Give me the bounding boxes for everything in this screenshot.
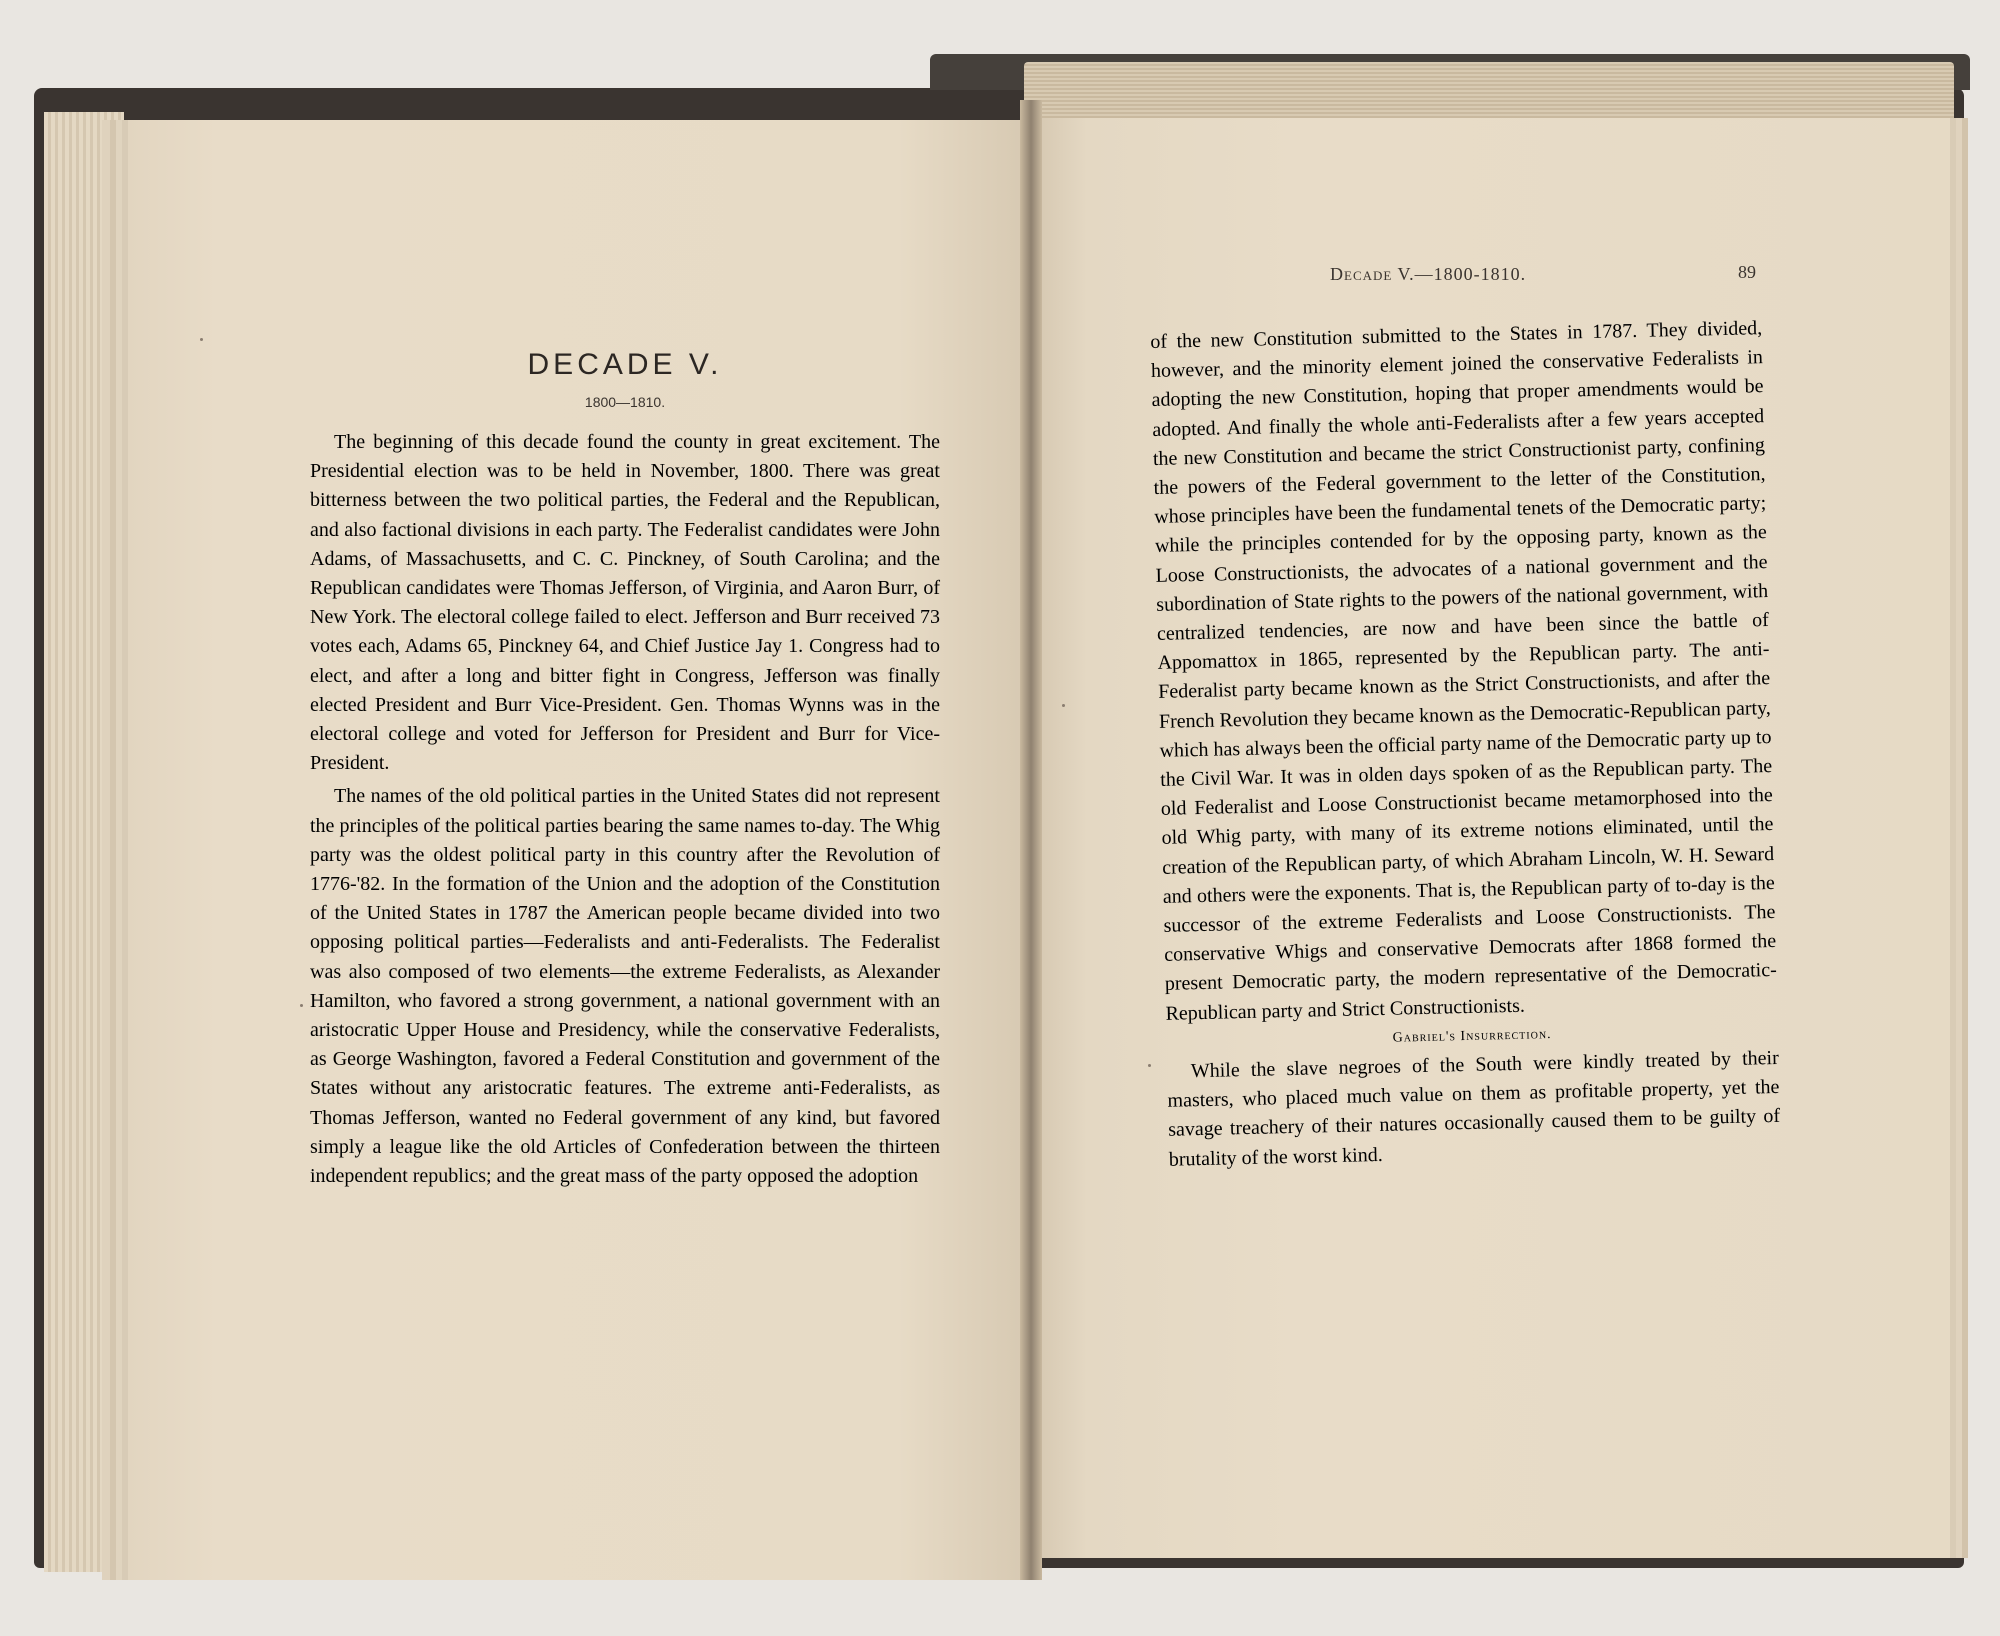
paragraph: of the new Constitution submitted to the States in 1787. They divided, however, and the minority element joined the conservative Federalists in adopting the new Constitution, hoping that proper amendments would be adopted. And finally the whole anti-Federalists after a few years accepted the new Constitution and became the strict Constructionist party, confining the powers of the Federal government to the letter of the Constitution, whose principles have been the fundamental tenets of the Democratic party; while the principles contended for by the opposing party, known as the Loose Constructionists, the advocates of a national government and the subordination of State rights to the powers of the national government, with centralized tendencies, are now and have been since the battle of Appomattox in 1865, represented by the Republican party. The anti-Federalist party became known as the Strict Constructionists, and after the French Revolution they became known as the Democratic-Republican party, which has always been the official party name of the Democratic party up to the Civil War. It was in olden days spoken of as the Republican party. The old Federalist and Loose Constructionist became metamorphosed into the old Whig party, with many of its extreme notions eliminated, until the creation of the Republican party, of which Abraham Lincoln, W. H. Seward and others were the exponents. That is, the Republican party of to-day is the successor of the extreme Federalists and Loose Constructionists. The conservative Whigs and conservative Democrats after 1868 formed the present Democratic party, the modern representative of the Democratic-Republican party and Strict Constructionists. — [1150, 317, 1777, 1025]
page-number: 89 — [1738, 262, 1756, 282]
section-heading: Gabriel's Insurrection. — [1392, 1026, 1552, 1046]
paragraph: The names of the old political parties in the United States did not represent the principles of the political parties bearing the same names to-day. The Whig party was the oldest political party in this country after the Revolution of 1776-'82. In the formation of the Union and the adoption of the Constitution of the United States in 1787 the American people became divided into two opposing political parties—Federalists and anti-Federalists. The Federalist was also composed of two elements—the extreme Federalists, as Alexander Hamilton, who favored a strong government, a national government with an aristocratic Upper House and Presidency, while the conservative Federalists, as George Washington, favored a Federal Constitution and government of the States without any aristocratic features. The extreme anti-Federalists, as Thomas Jefferson, wanted no Federal government of any kind, but favored simply a league like the old Articles of Confederation between the thirteen independent republics; and the great mass of the party opposed the adoption — [310, 785, 940, 1188]
paper-speck — [1062, 704, 1065, 707]
right-page-body — [1150, 314, 1781, 1175]
left-page-body — [310, 428, 940, 1191]
paragraph: The beginning of this decade found the county in great excitement. The Presidential election was to be held in November, 1800. There was great bitterness between the two political parties, the Federal and the Republican, and also factional divisions in each party. The Federalist candidates were John Adams, of Massachusetts, and C. C. Pinckney, of South Carolina; and the Republican candidates were Thomas Jefferson, of Virginia, and Aaron Burr, of New York. The electoral college failed to elect. Jefferson and Burr received 73 votes each, Adams 65, Pinckney 64, and Chief Justice Jay 1. Congress had to elect, and after a long and bitter fight in Congress, Jefferson was finally elected President and Burr Vice-President. Gen. Thomas Wynns was in the electoral college and voted for Jefferson for President and Burr for Vice-President. — [310, 431, 940, 775]
paper-speck — [200, 338, 203, 341]
chapter-title: DECADE V. — [527, 348, 723, 381]
chapter-years: 1800—1810. — [584, 394, 666, 410]
running-head-years: V.—1800-1810. — [1392, 264, 1527, 284]
running-head — [1330, 264, 1526, 285]
running-head-decade: Decade — [1330, 264, 1393, 284]
paper-speck — [300, 1004, 303, 1007]
book-gutter — [1020, 100, 1042, 1580]
page-edges-left — [44, 112, 124, 1572]
page-edges-top — [1024, 62, 1954, 122]
paper-speck — [1148, 1064, 1151, 1067]
paragraph: While the slave negroes of the South were kindly treated by their masters, who placed much value on them as profitable property, yet the savage treachery of their natures occasionally caused them to be guilty of brutality of the worst kind. — [1167, 1047, 1781, 1171]
